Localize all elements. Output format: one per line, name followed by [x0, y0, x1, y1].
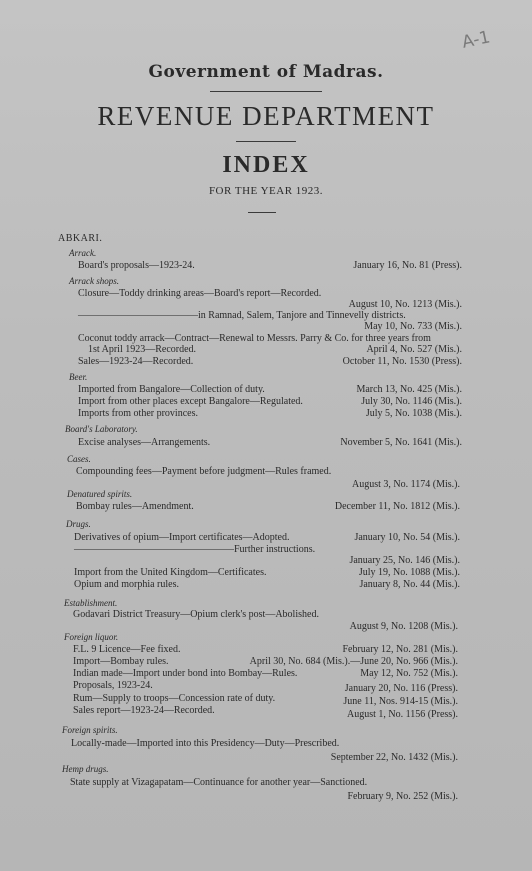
subheading-boards-laboratory: Board's Laboratory.	[65, 424, 138, 434]
subheading-beer: Beer.	[69, 372, 88, 382]
subheading-drugs: Drugs.	[66, 519, 91, 529]
entry-reference: January 8, No. 44 (Mis.).	[359, 579, 460, 590]
entry-reference: December 11, No. 1812 (Mis.).	[334, 501, 460, 512]
subheading-denatured-spirits: Denatured spirits.	[67, 489, 133, 499]
entry-text: Imports from other provinces.	[78, 408, 198, 419]
entry-reference: November 5, No. 1641 (Mis.).	[340, 437, 462, 448]
subheading-foreign-liquor: Foreign liquor.	[64, 632, 119, 642]
entry-text: Closure—Toddy drinking areas—Board's report—Recorded.	[78, 288, 322, 299]
entry-text: Indian made—Import under bond into Bombay—Rules.	[73, 668, 298, 679]
entry-text: ————————————————Further instructions.	[74, 544, 316, 555]
entry-text: ————————————in Ramnad, Salem, Tanjore and Tinnevelly districts.	[78, 310, 406, 321]
entry-reference: May 10, No. 733 (Mis.).	[364, 321, 462, 332]
entry-reference: May 12, No. 752 (Mis.).	[360, 668, 458, 679]
entry-reference: February 9, No. 252 (Mis.).	[347, 791, 458, 802]
government-heading: Government of Madras.	[148, 62, 384, 82]
entry-reference: January 16, No. 81 (Press).	[353, 260, 462, 271]
entry-text: Board's proposals—1923-24.	[78, 260, 195, 271]
entry-reference: February 12, No. 281 (Mis.).	[342, 644, 458, 655]
section-title: ABKARI.	[58, 233, 103, 244]
entry-text: 1st April 1923—Recorded.	[88, 344, 197, 355]
entry-reference: January 20, No. 116 (Press).	[344, 683, 458, 694]
handwritten-note: A-1	[460, 27, 492, 53]
divider	[210, 91, 322, 92]
subheading-arrack: Arrack.	[69, 248, 97, 258]
subheading-establishment: Establishment.	[64, 598, 118, 608]
divider	[248, 212, 276, 213]
entry-text: Coconut toddy arrack—Contract—Renewal to Messrs. Parry & Co. for three years from	[78, 333, 431, 344]
subheading-arrack-shops: Arrack shops.	[69, 276, 119, 286]
entry-reference: March 13, No. 425 (Mis.).	[356, 384, 462, 395]
entry-text: Imported from Bangalore—Collection of duty.	[78, 384, 265, 395]
index-title: INDEX	[222, 152, 310, 178]
subheading-cases: Cases.	[67, 454, 91, 464]
entry-text: Import from the United Kingdom—Certificates.	[74, 567, 267, 578]
entry-text: Import—Bombay rules.	[73, 656, 169, 667]
entry-text: F.L. 9 Licence—Fee fixed.	[73, 644, 181, 655]
entry-text: Excise analyses—Arrangements.	[78, 437, 211, 448]
entry-reference: January 25, No. 146 (Mis.).	[349, 555, 460, 566]
entry-text: Compounding fees—Payment before judgment—Rules framed.	[76, 466, 332, 477]
divider	[236, 141, 296, 142]
entry-reference: August 3, No. 1174 (Mis.).	[352, 479, 460, 490]
entry-reference: October 11, No. 1530 (Press).	[342, 356, 462, 367]
entry-text: Bombay rules—Amendment.	[76, 501, 194, 512]
subheading-foreign-spirits: Foreign spirits.	[62, 725, 118, 735]
entry-text: Derivatives of opium—Import certificates—Adopted.	[74, 532, 290, 543]
entry-text: Sales report—1923-24—Recorded.	[73, 705, 215, 716]
entry-reference: August 1, No. 1156 (Press).	[346, 709, 458, 720]
entry-text: Proposals, 1923-24.	[73, 680, 153, 691]
entry-reference: April 30, No. 684 (Mis.).—June 20, No. 966 (Mis.).	[249, 656, 458, 667]
entry-text: Locally-made—Imported into this Presidency—Duty—Prescribed.	[71, 738, 340, 749]
entry-reference: July 30, No. 1146 (Mis.).	[361, 396, 462, 407]
year-line: FOR THE YEAR 1923.	[208, 185, 324, 197]
entry-text: Opium and morphia rules.	[74, 579, 179, 590]
subheading-hemp-drugs: Hemp drugs.	[62, 764, 109, 774]
entry-text: State supply at Vizagapatam—Continuance for another year—Sanctioned.	[70, 777, 368, 788]
entry-reference: April 4, No. 527 (Mis.).	[366, 344, 462, 355]
entry-text: Rum—Supply to troops—Concession rate of duty.	[73, 693, 276, 704]
department-title: REVENUE DEPARTMENT	[97, 101, 435, 131]
entry-text: Godavari District Treasury—Opium clerk's post—Abolished.	[73, 609, 319, 620]
entry-reference: June 11, Nos. 914-15 (Mis.).	[343, 696, 458, 707]
entry-reference: September 22, No. 1432 (Mis.).	[330, 752, 458, 763]
entry-reference: August 9, No. 1208 (Mis.).	[349, 621, 458, 632]
entry-reference: July 5, No. 1038 (Mis.).	[365, 408, 462, 419]
entry-reference: January 10, No. 54 (Mis.).	[354, 532, 460, 543]
entry-text: Sales—1923-24—Recorded.	[78, 356, 194, 367]
entry-text: Import from other places except Bangalore—Regulated.	[78, 396, 303, 407]
entry-reference: July 19, No. 1088 (Mis.).	[358, 567, 460, 578]
entry-reference: August 10, No. 1213 (Mis.).	[348, 299, 462, 310]
